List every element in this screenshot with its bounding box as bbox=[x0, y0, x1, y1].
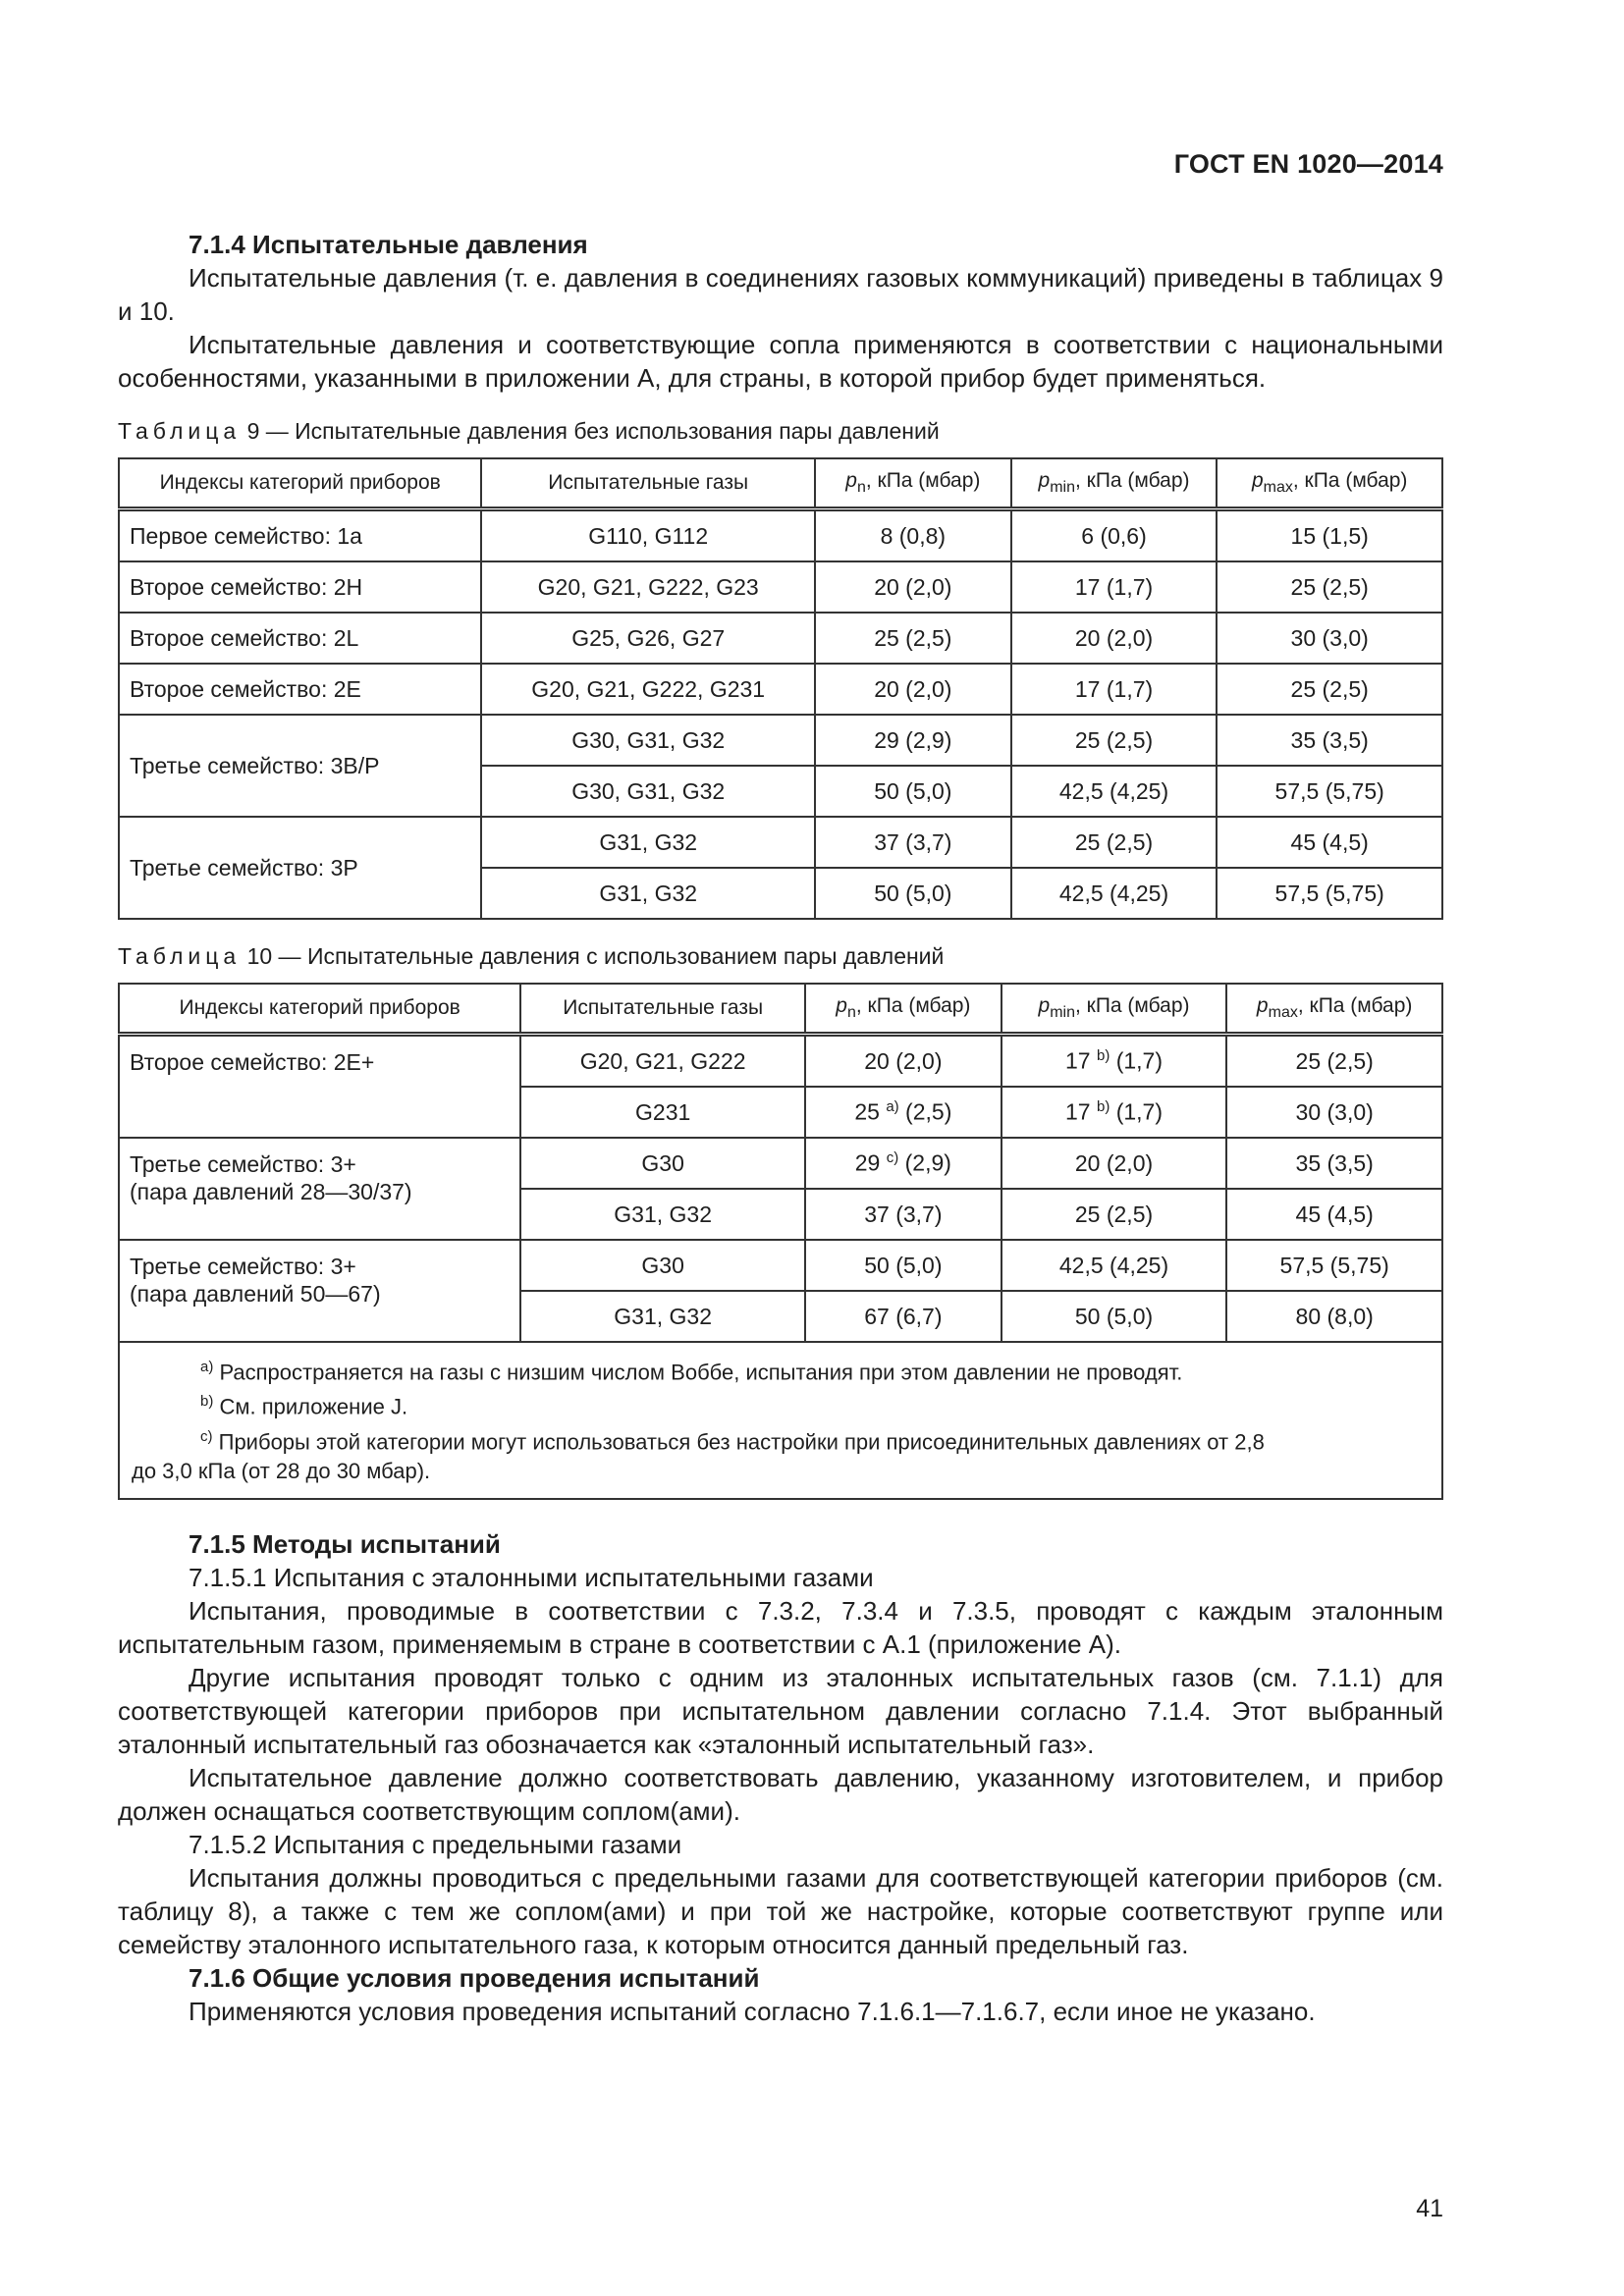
col-header-pn: $p_n$, кПа (мбар) bbox=[805, 984, 1001, 1035]
paragraph: Испытательные давления и соответствующие сопла применяются в соответствии с национальными особенностями, указанными в приложении А, для страны, в которой прибор будет применяться. bbox=[118, 330, 1443, 393]
cell-pn: 29 $^{c)}$ (2,9) bbox=[805, 1138, 1001, 1189]
cell-gases: G20, G21, G222 bbox=[520, 1035, 805, 1088]
cell-category: Первое семейство: 1a bbox=[119, 509, 481, 562]
paragraph: Другие испытания проводят только с одним из эталонных испытательных газов (см. 7.1.1) для соответствующей категории приборов при испытательном давлении согласно 7.1.4. Этот выбранный эталонный испытательный газ обозначается как «эталонный испытательный газ». bbox=[118, 1662, 1443, 1759]
table-row bbox=[119, 1035, 1442, 1088]
table-row bbox=[119, 561, 1442, 613]
table-9-caption bbox=[118, 416, 1443, 446]
footnote-ref-c: c) bbox=[886, 1149, 899, 1167]
table-header-row bbox=[119, 458, 1442, 509]
cell-pn: 37 (3,7) bbox=[815, 817, 1011, 868]
cell-pn: 67 (6,7) bbox=[805, 1291, 1001, 1342]
cell-gases: G30 bbox=[520, 1138, 805, 1189]
cell-pmax: 80 (8,0) bbox=[1226, 1291, 1442, 1342]
table-10-caption bbox=[118, 941, 1443, 971]
cell-pmax: 35 (3,5) bbox=[1217, 715, 1442, 766]
cell-pmin: 20 (2,0) bbox=[1001, 1138, 1227, 1189]
cell-pn: 29 (2,9) bbox=[815, 715, 1011, 766]
category-line: Третье семейство: 3+ bbox=[130, 1254, 356, 1279]
cell-pn: 25 (2,5) bbox=[815, 613, 1011, 664]
footnote-ref-b: b) bbox=[1096, 1098, 1110, 1116]
paragraph: Испытания должны проводиться с предельными газами для соответствующей категории приборов (см. таблицу 8), а также с тем же соплом(ами) и при той же настройке, которые соответствуют группе или семейству эталонного испытательного газа, к которым относится данный предельный газ. bbox=[118, 1862, 1443, 1959]
cell-category: Второе семейство: 2L bbox=[119, 613, 481, 664]
cell-gases: G20, G21, G222, G231 bbox=[481, 664, 815, 715]
section-7-1-6-heading: 7.1.6 Общие условия проведения испытаний bbox=[189, 1962, 760, 1993]
cell-pn: 20 (2,0) bbox=[815, 561, 1011, 613]
table-9 bbox=[118, 457, 1443, 920]
cell-pn: 20 (2,0) bbox=[805, 1035, 1001, 1088]
col-header-category: Индексы категорий приборов bbox=[119, 458, 481, 509]
cell-pmin: 17 $^{b)}$ (1,7) bbox=[1001, 1087, 1227, 1138]
table-row bbox=[119, 664, 1442, 715]
cell-pn: 50 (5,0) bbox=[815, 766, 1011, 817]
cell-gases: G30, G31, G32 bbox=[481, 715, 815, 766]
cell-gases: G25, G26, G27 bbox=[481, 613, 815, 664]
table-row bbox=[119, 715, 1442, 766]
page-number: 41 bbox=[1416, 2195, 1443, 2222]
cell-gases: G20, G21, G222, G23 bbox=[481, 561, 815, 613]
cell-pn: 50 (5,0) bbox=[815, 868, 1011, 919]
col-header-gases: Испытательные газы bbox=[520, 984, 805, 1035]
cell-gases: G30, G31, G32 bbox=[481, 766, 815, 817]
standard-header: ГОСТ EN 1020—2014 bbox=[1173, 149, 1443, 179]
page-content bbox=[118, 228, 1443, 2028]
table-footnotes-row bbox=[119, 1342, 1442, 1499]
table-row bbox=[119, 509, 1442, 562]
cell-category bbox=[119, 1240, 520, 1342]
paragraph: Испытательные давления (т. е. давления в соединениях газовых коммуникаций) приведены в таблицах 9 и 10. bbox=[118, 263, 1443, 326]
paragraph: Испытания, проводимые в соответствии с 7.3.2, 7.3.4 и 7.3.5, проводят с каждым эталонным испытательным газом, применяемым в стране в соответствии с А.1 (приложение А). bbox=[118, 1595, 1443, 1659]
cell-gases: G31, G32 bbox=[481, 868, 815, 919]
cell-pmax: 35 (3,5) bbox=[1226, 1138, 1442, 1189]
cell-gases: G110, G112 bbox=[481, 509, 815, 562]
cell-pn: 25 $^{a)}$ (2,5) bbox=[805, 1087, 1001, 1138]
cell-pmin: 17 (1,7) bbox=[1011, 664, 1218, 715]
cell-pmin: 50 (5,0) bbox=[1001, 1291, 1227, 1342]
section-7-1-4-heading: 7.1.4 Испытательные давления bbox=[189, 230, 588, 259]
table-row bbox=[119, 1138, 1442, 1189]
cell-gases: G31, G32 bbox=[520, 1291, 805, 1342]
cell-pmax: 57,5 (5,75) bbox=[1226, 1240, 1442, 1291]
col-header-gases: Испытательные газы bbox=[481, 458, 815, 509]
table-caption-word: Таблица bbox=[118, 418, 242, 444]
cell-pmax: 25 (2,5) bbox=[1226, 1035, 1442, 1088]
cell-category bbox=[119, 1138, 520, 1240]
cell-pmax: 25 (2,5) bbox=[1217, 561, 1442, 613]
footnote-ref-b: b) bbox=[1096, 1047, 1110, 1065]
cell-pmin: 42,5 (4,25) bbox=[1011, 766, 1218, 817]
category-line: (пара давлений 28—30/37) bbox=[130, 1179, 412, 1204]
cell-pmax: 25 (2,5) bbox=[1217, 664, 1442, 715]
cell-pmin: 17 $^{b)}$ (1,7) bbox=[1001, 1035, 1227, 1088]
footnote-c-continuation: до 3,0 кПа (от 28 до 30 мбар). bbox=[132, 1458, 431, 1483]
cell-gases: G31, G32 bbox=[520, 1189, 805, 1240]
cell-gases: G31, G32 bbox=[481, 817, 815, 868]
cell-pmin: 6 (0,6) bbox=[1011, 509, 1218, 562]
cell-pmin: 25 (2,5) bbox=[1011, 817, 1218, 868]
footnote-a: $^{a)}$ Распространяется на газы с низшим числом Воббе, испытания при этом давлении не проводят. bbox=[200, 1359, 1183, 1385]
col-header-pn: $p_n$, кПа (мбар) bbox=[815, 458, 1011, 509]
col-header-pmax: $p_{max}$, кПа (мбар) bbox=[1217, 458, 1442, 509]
subsection-7-1-5-1: 7.1.5.1 Испытания с эталонными испытательными газами bbox=[189, 1562, 874, 1592]
cell-pmax: 30 (3,0) bbox=[1217, 613, 1442, 664]
footnote-c: $^{c)}$ Приборы этой категории могут использоваться без настройки при присоединительных давлениях от 2,8 bbox=[200, 1427, 1265, 1454]
category-line: Второе семейство: 2E+ bbox=[130, 1049, 375, 1075]
table-row bbox=[119, 1240, 1442, 1291]
category-line: (пара давлений 50—67) bbox=[130, 1281, 381, 1307]
cell-category bbox=[119, 1035, 520, 1139]
category-line: Третье семейство: 3+ bbox=[130, 1151, 356, 1177]
cell-gases: G231 bbox=[520, 1087, 805, 1138]
table-caption-word: Таблица bbox=[118, 943, 242, 969]
section-7-1-5-heading: 7.1.5 Методы испытаний bbox=[189, 1528, 501, 1559]
cell-pmax: 45 (4,5) bbox=[1226, 1189, 1442, 1240]
col-header-category: Индексы категорий приборов bbox=[119, 984, 520, 1035]
cell-pmin: 42,5 (4,25) bbox=[1001, 1240, 1227, 1291]
cell-category: Второе семейство: 2H bbox=[119, 561, 481, 613]
table-row bbox=[119, 817, 1442, 868]
cell-pmin: 25 (2,5) bbox=[1011, 715, 1218, 766]
col-header-pmin: $p_{min}$, кПа (мбар) bbox=[1011, 458, 1218, 509]
cell-pmax: 15 (1,5) bbox=[1217, 509, 1442, 562]
cell-pn: 50 (5,0) bbox=[805, 1240, 1001, 1291]
table-footnotes bbox=[119, 1342, 1442, 1499]
cell-pmax: 45 (4,5) bbox=[1217, 817, 1442, 868]
table-row bbox=[119, 613, 1442, 664]
cell-pmin: 20 (2,0) bbox=[1011, 613, 1218, 664]
cell-category: Третье семейство: 3B/P bbox=[119, 715, 481, 817]
cell-pmin: 17 (1,7) bbox=[1011, 561, 1218, 613]
cell-pmin: 42,5 (4,25) bbox=[1011, 868, 1218, 919]
table-header-row bbox=[119, 984, 1442, 1035]
paragraph: Испытательное давление должно соответствовать давлению, указанному изготовителем, и прибор должен оснащаться соответствующим соплом(ами). bbox=[118, 1762, 1443, 1826]
cell-pmax: 30 (3,0) bbox=[1226, 1087, 1442, 1138]
cell-pn: 20 (2,0) bbox=[815, 664, 1011, 715]
cell-pn: 8 (0,8) bbox=[815, 509, 1011, 562]
footnote-ref-a: a) bbox=[886, 1098, 899, 1116]
cell-category: Третье семейство: 3P bbox=[119, 817, 481, 919]
col-header-pmin: $p_{min}$, кПа (мбар) bbox=[1001, 984, 1227, 1035]
cell-pmax: 57,5 (5,75) bbox=[1217, 766, 1442, 817]
table-caption-text: 10 — Испытательные давления с использованием пары давлений bbox=[241, 943, 945, 969]
paragraph: Применяются условия проведения испытаний согласно 7.1.6.1—7.1.6.7, если иное не указано. bbox=[189, 1996, 1316, 2026]
cell-pmin: 25 (2,5) bbox=[1001, 1189, 1227, 1240]
cell-pmax: 57,5 (5,75) bbox=[1217, 868, 1442, 919]
cell-category: Второе семейство: 2E bbox=[119, 664, 481, 715]
cell-pn: 37 (3,7) bbox=[805, 1189, 1001, 1240]
table-caption-text: 9 — Испытательные давления без использования пары давлений bbox=[241, 418, 940, 444]
subsection-7-1-5-2: 7.1.5.2 Испытания с предельными газами bbox=[189, 1829, 682, 1859]
cell-gases: G30 bbox=[520, 1240, 805, 1291]
col-header-pmax: $p_{max}$, кПа (мбар) bbox=[1226, 984, 1442, 1035]
footnote-b: $^{b)}$ См. приложение J. bbox=[200, 1393, 408, 1419]
table-10 bbox=[118, 983, 1443, 1500]
